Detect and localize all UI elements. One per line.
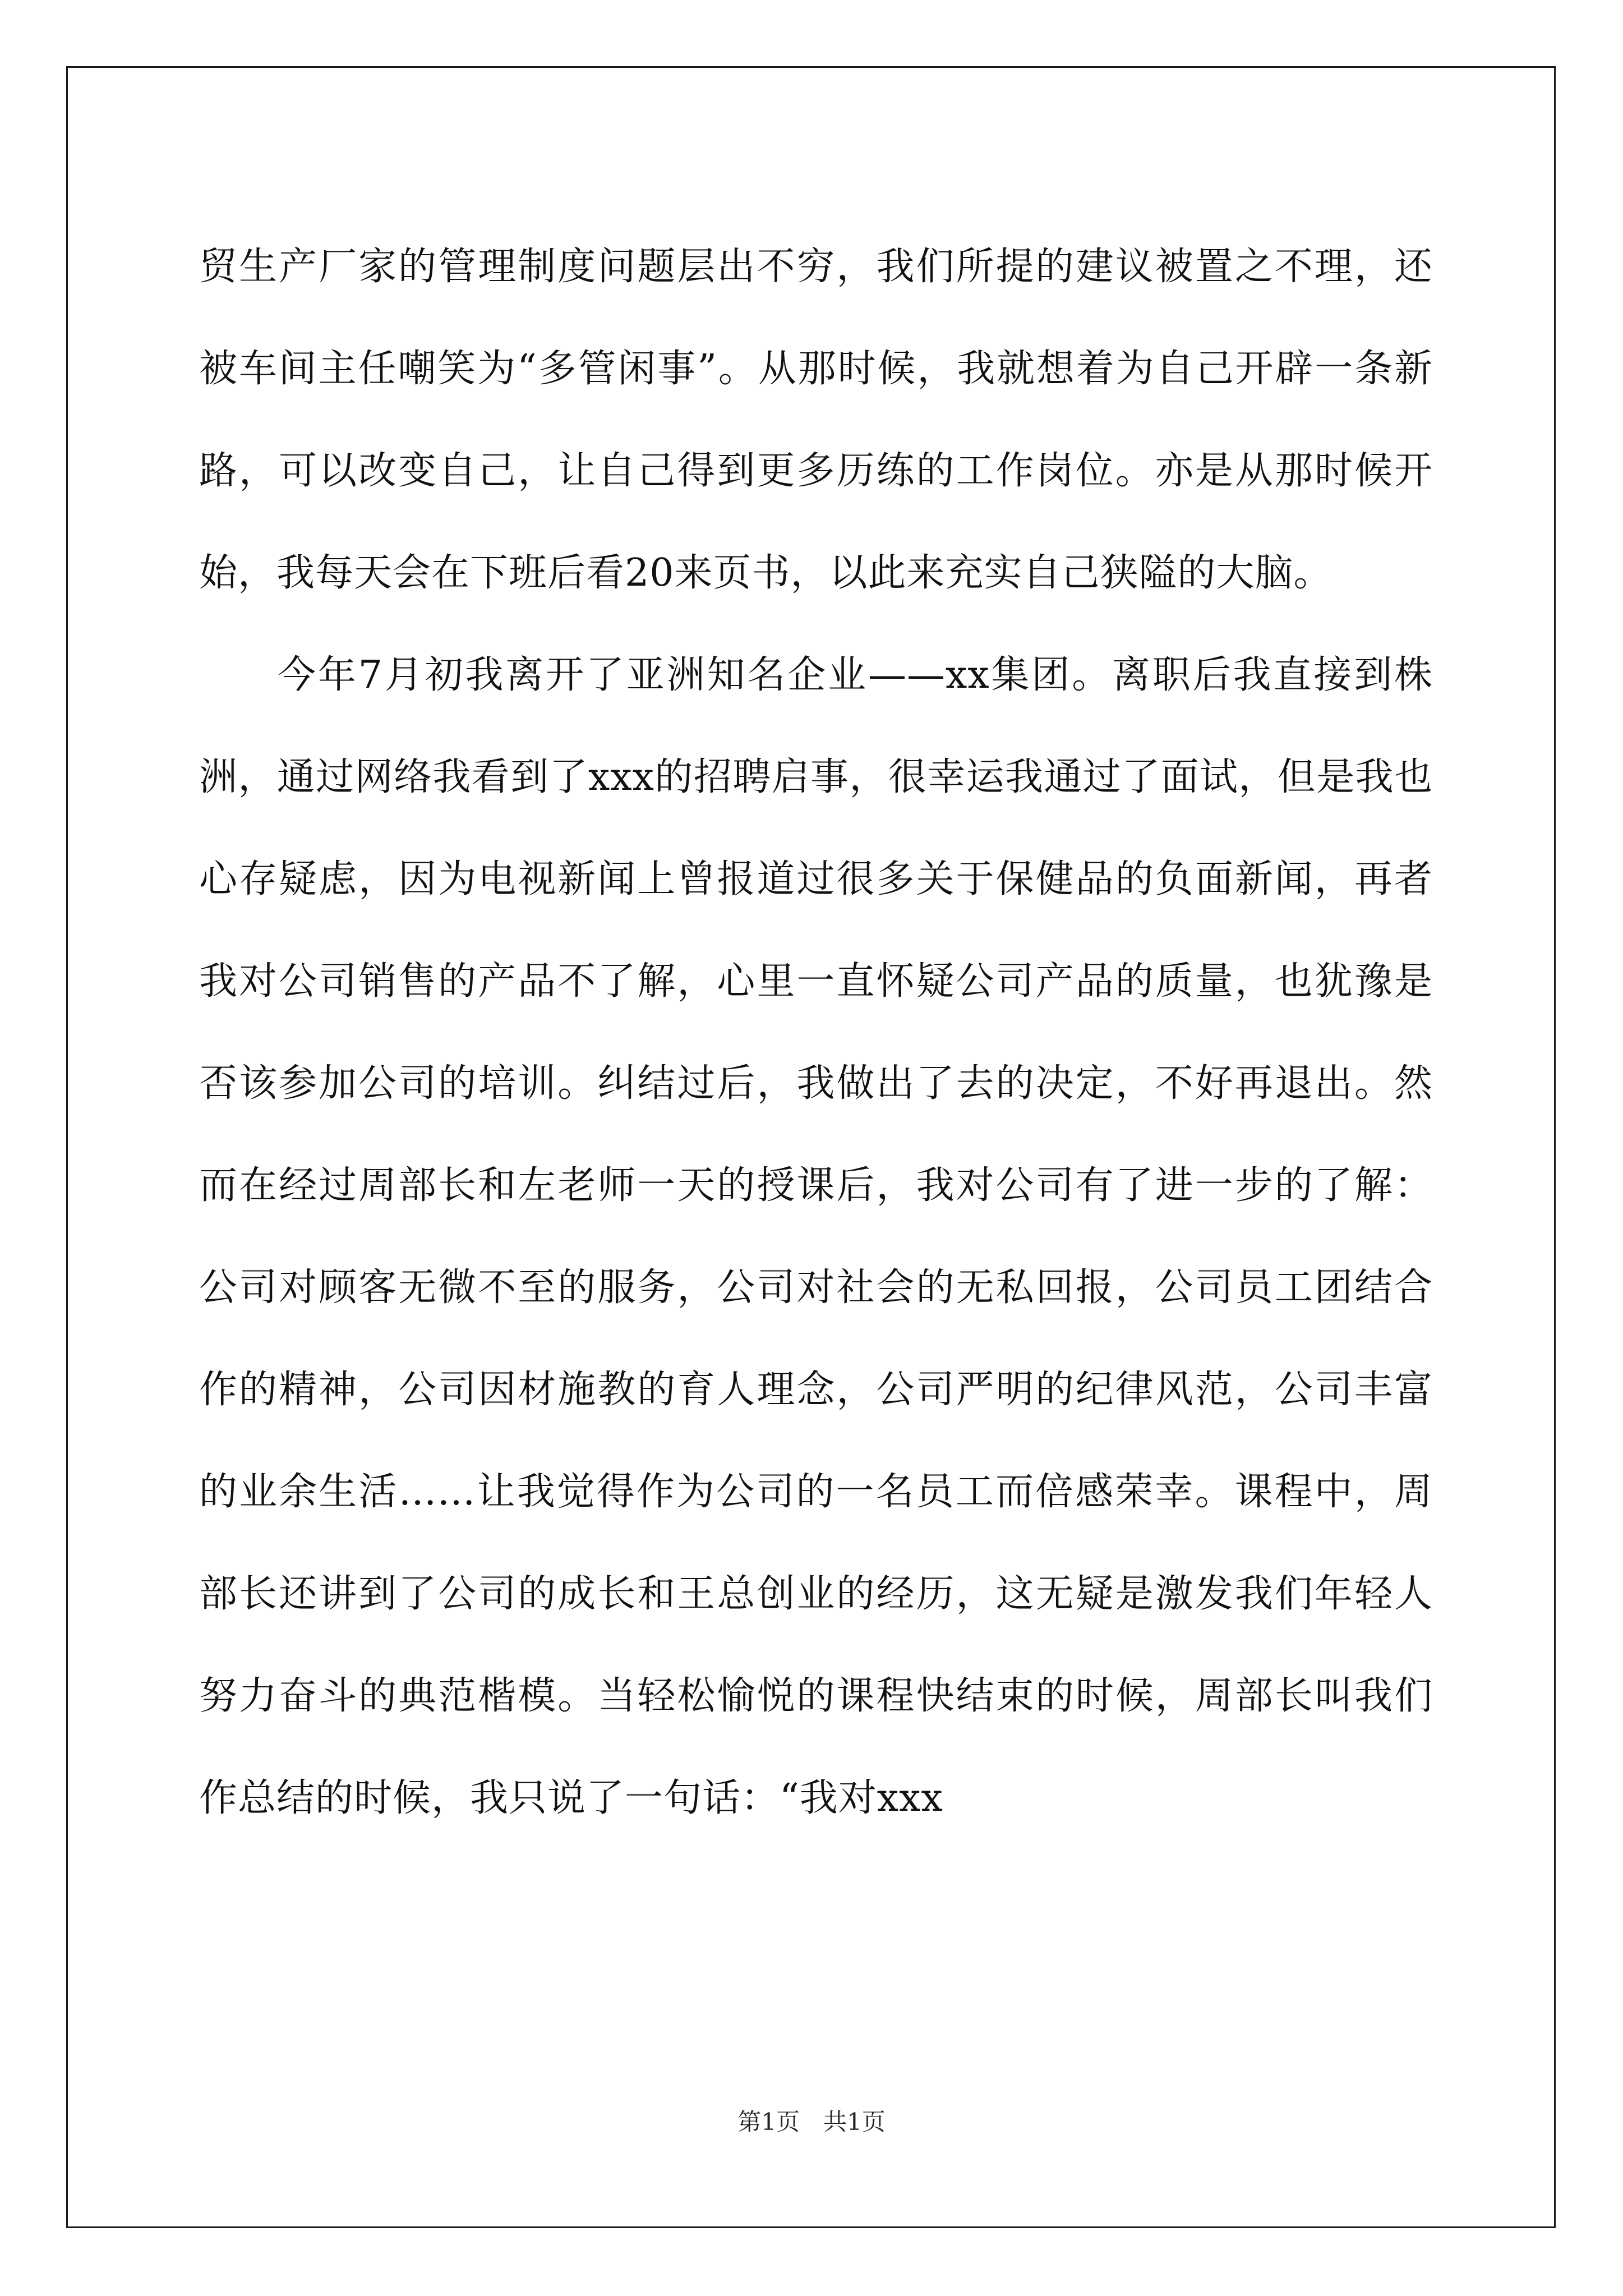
document-body (199, 216, 1433, 1849)
paragraph-2: 今年7月初我离开了亚洲知名企业——xx集团。离职后我直接到株洲，通过网络我看到了xxx的招聘启事，很幸运我通过了面试，但是我也心存疑虑，因为电视新闻上曾报道过很多关于保健品的负面新闻，再者我对公司销售的产品不了解，心里一直怀疑公司产品的质量，也犹豫是否该参加公司的培训。纠结过后，我做出了去的决定，不好再退出。然而在经过周部长和左老师一天的授课后，我对公司有了进一步的了解：公司对顾客无微不至的服务，公司对社会的无私回报，公司员工团结合作的精神，公司因材施教的育人理念，公司严明的纪律风范，公司丰富的业余生活……让我觉得作为公司的一名员工而倍感荣幸。课程中，周部长还讲到了公司的成长和王总创业的经历，这无疑是激发我们年轻人努力奋斗的典范楷模。当轻松愉悦的课程快结束的时候，周部长叫我们作总结的时候，我只说了一句话：“我对xxx (199, 653, 1433, 1820)
paragraph-1: 贸生产厂家的管理制度问题层出不穷，我们所提的建议被置之不理，还被车间主任嘲笑为“多管闲事”。从那时候，我就想着为自己开辟一条新路，可以改变自己，让自己得到更多历练的工作岗位。亦是从那时候开始，我每天会在下班后看20来页书，以此来充实自己狭隘的大脑。 (199, 245, 1433, 595)
page-footer: 第1页 共1页 (737, 2108, 886, 2136)
